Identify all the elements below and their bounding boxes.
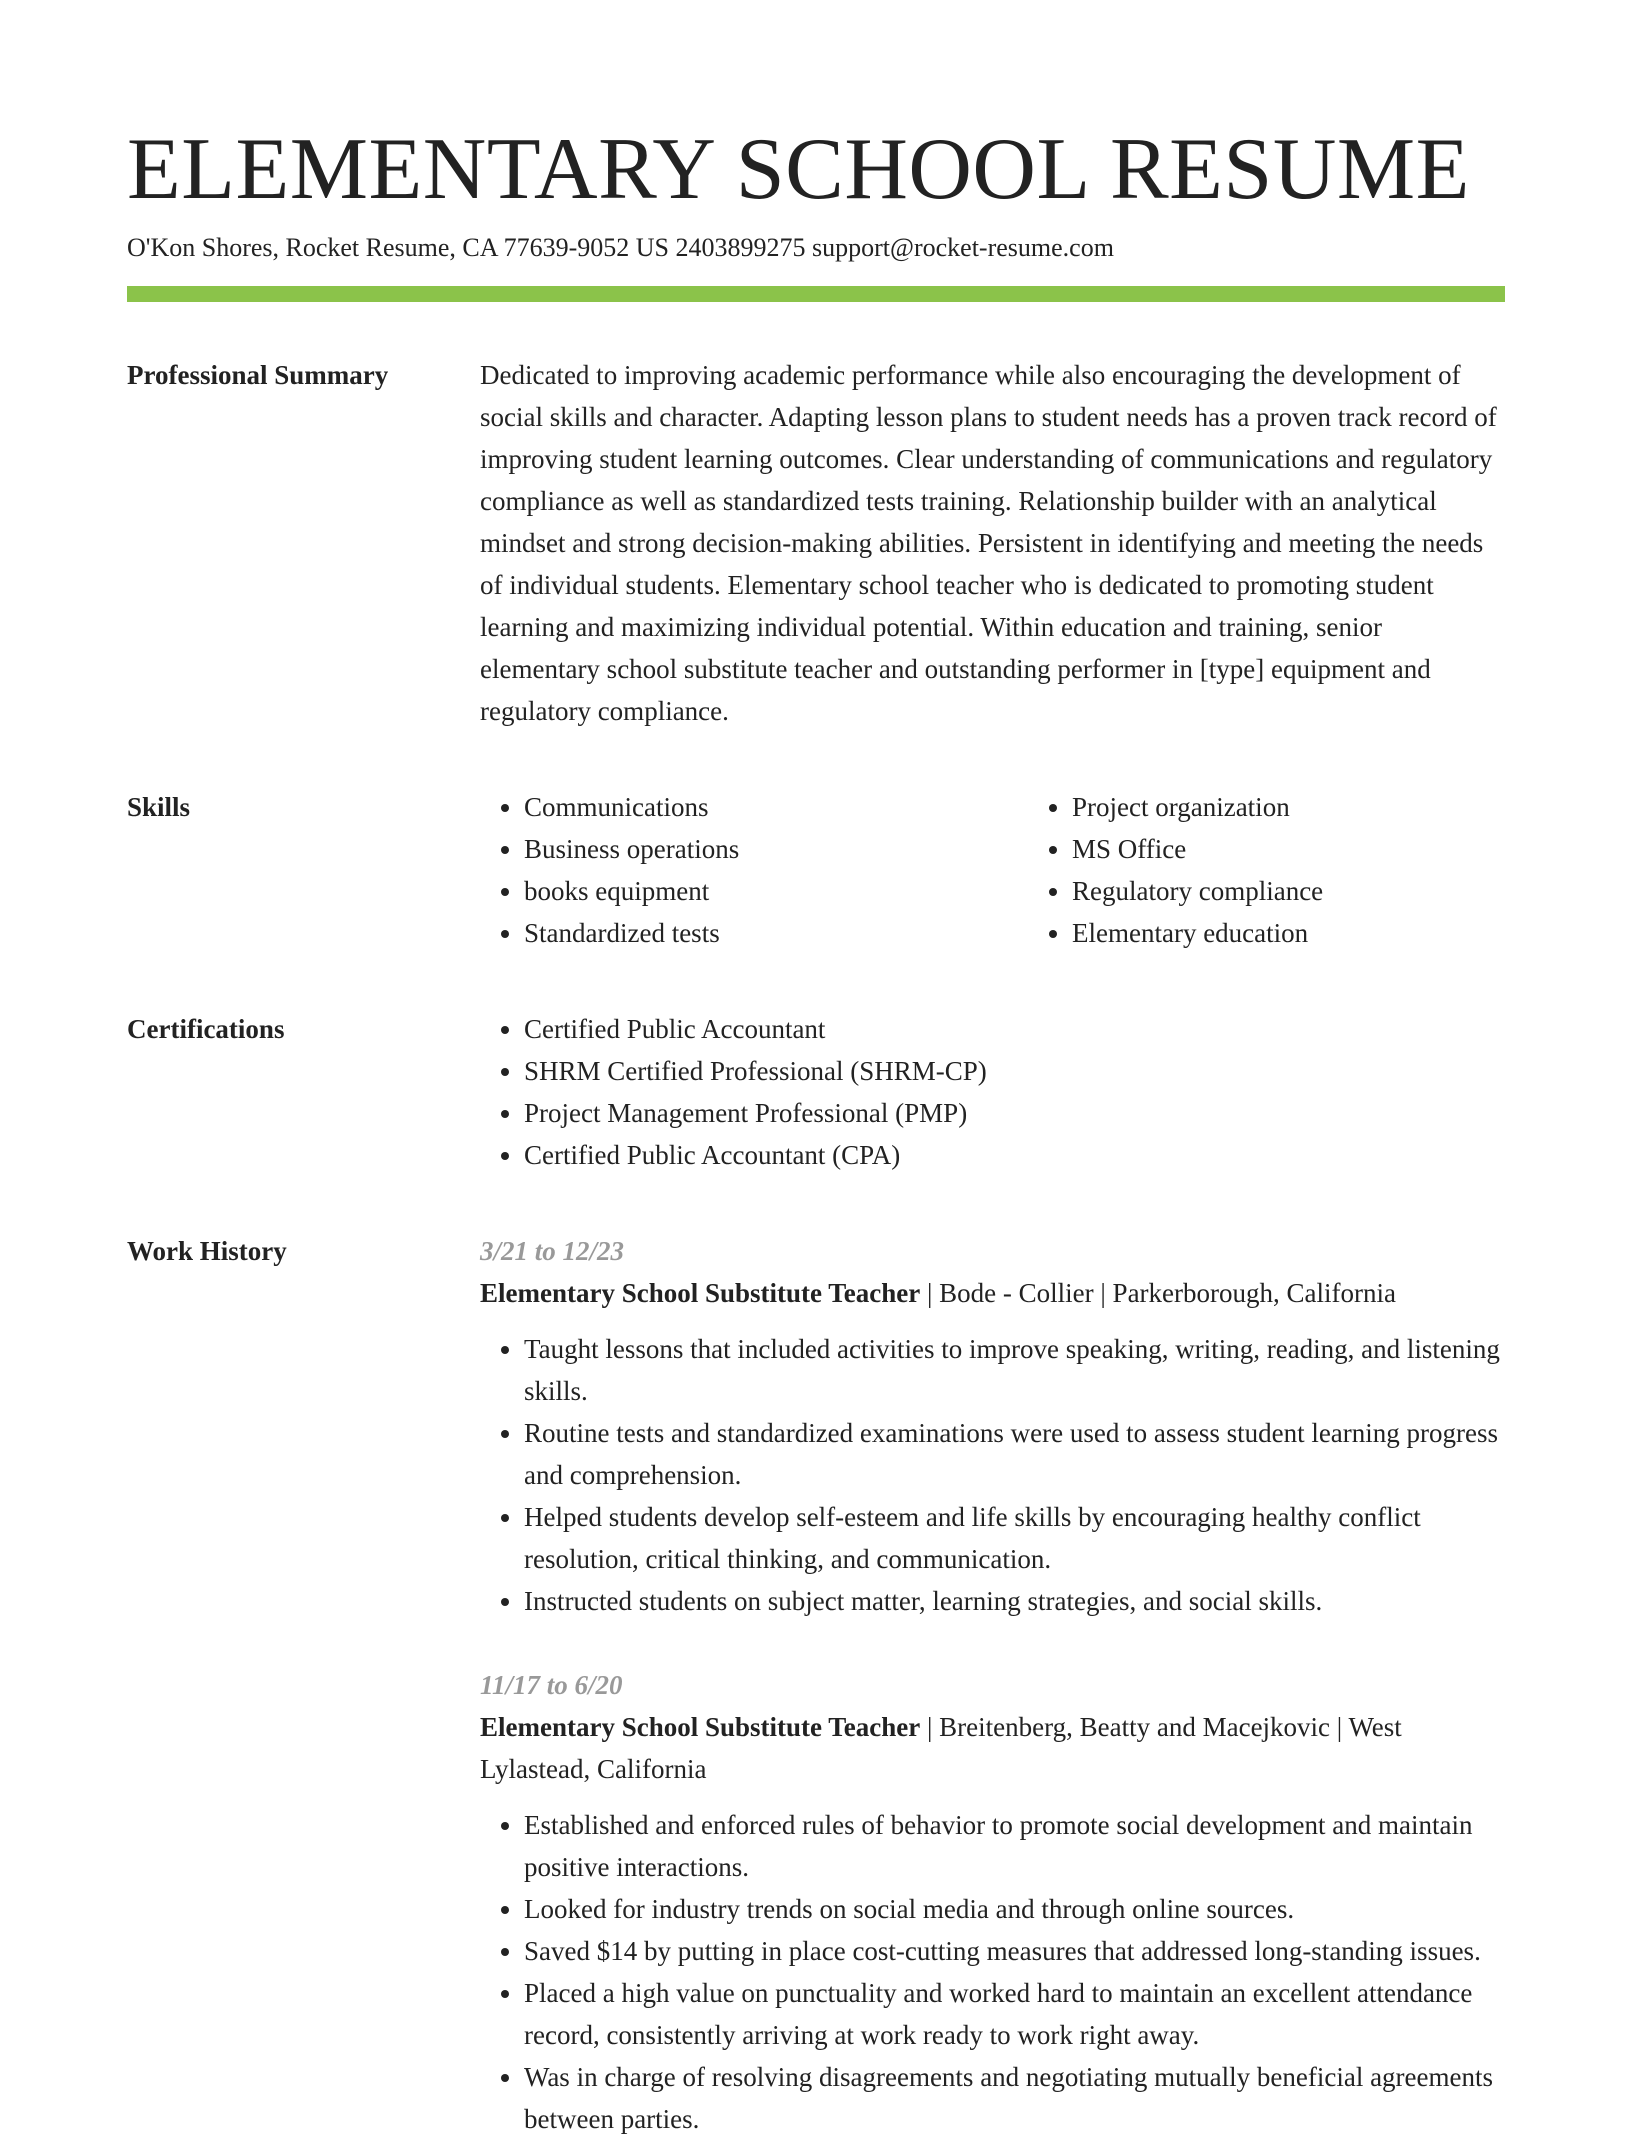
job-details: | Breitenberg, Beatty and Macejkovic | West Lylastead, California	[480, 1712, 1402, 1784]
section-professional-summary	[127, 354, 1505, 732]
section-skills	[127, 786, 1505, 954]
skills-column-2	[1028, 786, 1576, 954]
certification-item: • Project Management Professional (PMP)	[524, 1092, 1505, 1134]
section-label: Work History	[127, 1236, 287, 1266]
job-heading	[480, 1706, 1505, 1790]
job-bullet: • Taught lessons that included activities to improve speaking, writing, reading, and listening skills.	[524, 1328, 1505, 1412]
job-title: Elementary School Substitute Teacher	[480, 1278, 921, 1308]
job-bullet: • Looked for industry trends on social media and through online sources.	[524, 1888, 1505, 1930]
skill-item: • Regulatory compliance	[1072, 870, 1576, 912]
skill-item: • MS Office	[1072, 828, 1576, 870]
skill-item: • Elementary education	[1072, 912, 1576, 954]
job-bullet: • Helped students develop self-esteem and life skills by encouraging healthy conflict resolution, critical thinking, and communication.	[524, 1496, 1505, 1580]
section-label: Certifications	[127, 1014, 285, 1044]
contact-phone: 2403899275	[675, 233, 806, 262]
section-body	[480, 1008, 1505, 1176]
section-label: Professional Summary	[127, 360, 389, 390]
job-bullet: • Instructed students on subject matter, learning strategies, and social skills.	[524, 1580, 1505, 1622]
skill-item: • Project organization	[1072, 786, 1576, 828]
contact-address: O'Kon Shores, Rocket Resume, CA 77639-9052 US	[127, 233, 670, 262]
summary-text: Dedicated to improving academic performance while also encouraging the development of social skills and character. Adapting lesson plans to student needs has a proven track record of improving student learning outcomes. Clear understanding of communications and regulatory compliance as well as standardized tests training. Relationship builder with an analytical mindset and strong decision-making abilities. Persistent in identifying and meeting the needs of individual students. Elementary school teacher who is dedicated to promoting student learning and maximizing individual potential. Within education and training, senior elementary school substitute teacher and outstanding performer in [type] equipment and regulatory compliance.	[480, 360, 1497, 726]
section-body	[480, 354, 1505, 732]
job-bullet: • Saved $14 by putting in place cost-cutting measures that addressed long-standing issues.	[524, 1930, 1505, 1972]
job-heading	[480, 1272, 1505, 1314]
resume-page	[127, 120, 1505, 2140]
certification-item: • Certified Public Accountant	[524, 1008, 1505, 1050]
skill-item: • books equipment	[524, 870, 1028, 912]
skill-item: • Business operations	[524, 828, 1028, 870]
job-bullet: • Established and enforced rules of behavior to promote social development and maintain positive interactions.	[524, 1804, 1505, 1888]
job-bullet: • Routine tests and standardized examinations were used to assess student learning progress and comprehension.	[524, 1412, 1505, 1496]
skill-item: • Communications	[524, 786, 1028, 828]
section-certifications	[127, 1008, 1505, 1176]
job-title: Elementary School Substitute Teacher	[480, 1712, 921, 1742]
section-label: Skills	[127, 792, 191, 822]
job-dates: 11/17 to 6/20	[480, 1670, 623, 1700]
section-body	[480, 1230, 1505, 2140]
job-details: | Bode - Collier | Parkerborough, California	[920, 1278, 1396, 1308]
contact-email: support@rocket-resume.com	[812, 233, 1114, 262]
job-bullet: • Was in charge of resolving disagreements and negotiating mutually beneficial agreements between parties.	[524, 2056, 1505, 2140]
certification-item: • SHRM Certified Professional (SHRM-CP)	[524, 1050, 1505, 1092]
job-dates: 3/21 to 12/23	[480, 1236, 625, 1266]
job-bullet: • Placed a high value on punctuality and worked hard to maintain an excellent attendance record, consistently arriving at work ready to work right away.	[524, 1972, 1505, 2056]
job-bullets	[480, 1804, 1505, 2140]
certifications-list	[480, 1008, 1505, 1176]
skills-grid	[480, 786, 1576, 954]
job-bullets	[480, 1328, 1505, 1622]
accent-divider	[127, 286, 1505, 302]
skill-item: • Standardized tests	[524, 912, 1028, 954]
certification-item: • Certified Public Accountant (CPA)	[524, 1134, 1505, 1176]
skills-column-1	[480, 786, 1028, 954]
section-work-history	[127, 1230, 1505, 2140]
job-entry	[480, 1230, 1505, 1622]
contact-line	[127, 230, 1505, 266]
job-entry	[480, 1664, 1505, 2140]
resume-title: ELEMENTARY SCHOOL RESUME	[127, 121, 1470, 218]
